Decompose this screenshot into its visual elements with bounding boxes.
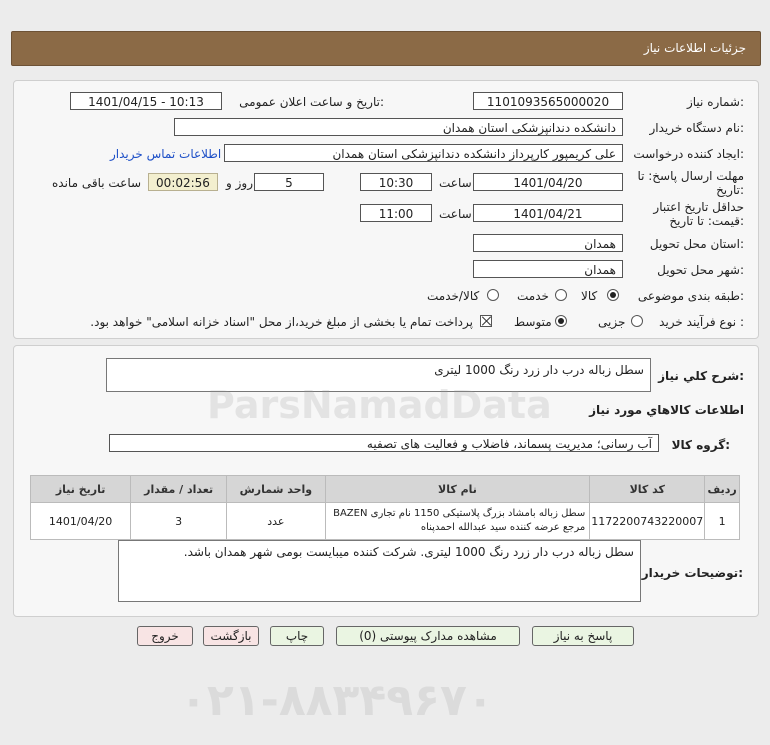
col-code-header: کد کالا (590, 476, 705, 503)
watermark-phone: ۰۲۱-۸۸۳۴۹۶۷۰ (180, 675, 494, 726)
watermark-brand: ParsNamadData (207, 383, 552, 427)
goods-table (30, 475, 740, 540)
cell-code: 1172200743220007 (590, 503, 705, 540)
category-radio-goods[interactable] (607, 289, 619, 301)
creator-field: علی کریمپور کارپرداز دانشکده دندانپزشکی استان همدان (224, 144, 623, 162)
goods-group-field: آب رسانی؛ مدیریت پسماند، فاضلاب و فعالیت های تصفیه (109, 434, 659, 452)
reply-date-field: 1401/04/20 (473, 173, 623, 191)
page-header (11, 31, 761, 66)
cell-name (325, 503, 590, 540)
goods-info-title: اطلاعات کالاهاي مورد نياز (589, 403, 744, 417)
buyer-org-field: دانشکده دندانپزشکی استان همدان (174, 118, 623, 136)
cell-name-line2: مرجع عرضه کننده سید عبدالله احمدپناه (420, 522, 586, 533)
category-option-goods-service: کالا/خدمت (427, 289, 480, 303)
buyer-notes-label: توضیحات خریدار: (641, 566, 743, 580)
exit-button[interactable]: خروج (137, 626, 193, 646)
table-header-row (31, 476, 740, 503)
process-option-minor: جزیی (598, 315, 626, 329)
remaining-word: ساعت باقی مانده (52, 176, 142, 190)
treasury-payment-checkbox[interactable] (480, 315, 492, 327)
process-radio-medium[interactable] (555, 315, 567, 327)
announce-label: تاریخ و ساعت اعلان عمومی: (239, 95, 384, 109)
need-number-field: 1101093565000020 (473, 92, 623, 110)
view-attachments-button[interactable]: مشاهده مدارک پیوستی (0) (336, 626, 520, 646)
city-field: همدان (473, 260, 623, 278)
validity-time-field: 11:00 (360, 204, 432, 222)
summary-label: شرح کلي نياز: (658, 369, 744, 383)
need-number-label: شماره نیاز: (686, 95, 744, 109)
validity-time-word: ساعت (439, 207, 472, 221)
col-unit-header: واحد شمارش (227, 476, 326, 503)
days-field: 5 (254, 173, 324, 191)
cell-qty: 3 (131, 503, 227, 540)
category-label: طبقه بندی موضوعی: (637, 289, 744, 303)
goods-group-label: گروه کالا: (671, 438, 730, 452)
reply-time-field: 10:30 (360, 173, 432, 191)
creator-label: ایجاد کننده درخواست: (633, 147, 744, 161)
info-panel (13, 80, 759, 339)
city-label: شهر محل تحویل: (657, 263, 744, 277)
category-radio-goods-service[interactable] (487, 289, 499, 301)
buyer-notes-field: سطل زباله درب دار زرد رنگ 1000 لیتری. شرکت کننده میبایست بومی شهر همدان باشد. (118, 540, 641, 602)
province-label: استان محل تحویل: (649, 237, 744, 251)
process-label: نوع فرآیند خرید : (659, 315, 744, 329)
treasury-payment-note: پرداخت تمام یا بخشی از مبلغ خرید،از محل "اسناد خزانه اسلامی" خواهد بود. (90, 315, 473, 329)
col-qty-header: تعداد / مقدار (131, 476, 227, 503)
buyer-contact-link[interactable]: اطلاعات تماس خریدار (110, 147, 222, 161)
category-option-goods: کالا (581, 289, 598, 303)
reply-to-need-button[interactable]: پاسخ به نیاز (532, 626, 634, 646)
col-date-header: تاریخ نیاز (31, 476, 131, 503)
remaining-time-field: 00:02:56 (148, 173, 218, 191)
days-word: روز و (226, 176, 253, 190)
process-option-medium: متوسط (514, 315, 552, 329)
category-option-service: خدمت (517, 289, 549, 303)
reply-deadline-label: مهلت ارسال پاسخ: تا تاریخ: (637, 169, 744, 197)
category-radio-service[interactable] (555, 289, 567, 301)
announce-field: 1401/04/15 - 10:13 (70, 92, 222, 110)
col-row-header: ردیف (705, 476, 740, 503)
col-name-header: نام کالا (325, 476, 590, 503)
validity-date-field: 1401/04/21 (473, 204, 623, 222)
validity-label: حداقل تاریخ اعتبار قیمت: تا تاریخ: (653, 200, 744, 228)
cell-unit: عدد (227, 503, 326, 540)
province-field: همدان (473, 234, 623, 252)
cell-name-line1: سطل زباله بامشاد بزرگ پلاستیکی 1150 نام تجاری BAZEN (333, 508, 586, 519)
page-title: جزئیات اطلاعات نیاز (643, 41, 746, 55)
reply-time-word: ساعت (439, 176, 472, 190)
summary-field: سطل زباله درب دار زرد رنگ 1000 لیتری (106, 358, 651, 392)
buyer-org-label: نام دستگاه خریدار: (649, 121, 744, 135)
print-button[interactable]: چاپ (270, 626, 324, 646)
table-row (31, 503, 740, 540)
cell-date: 1401/04/20 (31, 503, 131, 540)
cell-row: 1 (705, 503, 740, 540)
back-button[interactable]: بازگشت (203, 626, 259, 646)
process-radio-minor[interactable] (631, 315, 643, 327)
